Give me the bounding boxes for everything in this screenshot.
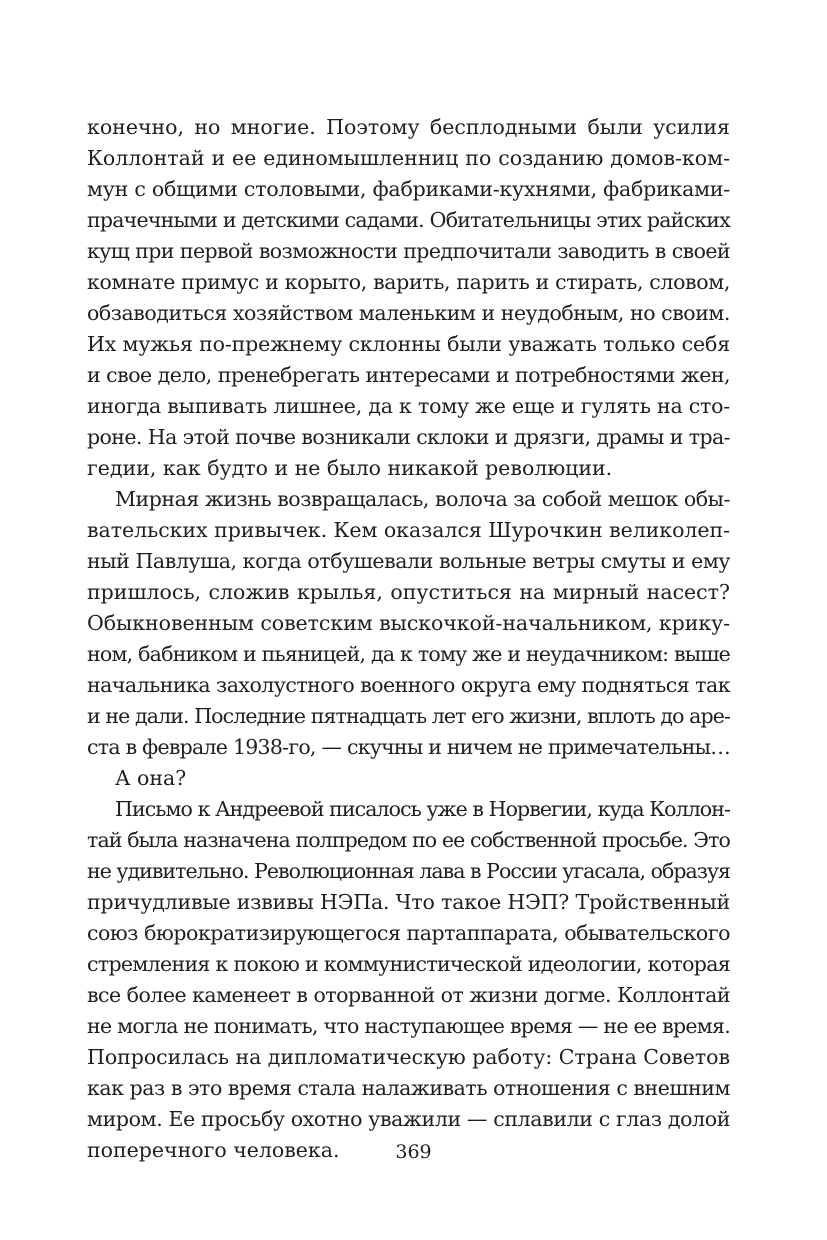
paragraph	[87, 794, 730, 1166]
text-line: роне. На этой почве возникали склоки и дрязги, драмы и тра-	[87, 425, 730, 449]
text-line: как раз в это время стала налаживать отношения с внешним	[87, 1076, 730, 1100]
paragraph	[87, 484, 730, 763]
text-line: союз бюрократизирующегося партаппарата, обывательского	[87, 921, 730, 945]
text-line: вательских привычек. Кем оказался Шурочкин великолеп-	[87, 518, 730, 542]
paragraph	[87, 763, 730, 794]
paragraph	[87, 112, 730, 484]
text-line: начальника захолустного военного округа ему подняться так	[87, 673, 730, 697]
text-line: конечно, но многие. Поэтому бесплодными были усилия	[87, 115, 730, 139]
text-line: не могла не понимать, что наступающее время — не ее время.	[87, 1014, 730, 1038]
text-line: кущ при первой возможности предпочитали заводить в своей	[87, 239, 730, 263]
text-line: тай была назначена полпредом по ее собственной просьбе. Это	[87, 828, 730, 852]
text-line: Мирная жизнь возвращалась, волоча за собой мешок обы-	[115, 487, 730, 511]
text-line: поперечного человека.	[87, 1138, 340, 1162]
text-line: прачечными и детскими садами. Обитательницы этих райских	[87, 208, 730, 232]
text-line: ном, бабником и пьяницей, да к тому же и неудачником: выше	[87, 642, 730, 666]
page-number: 369	[395, 1141, 432, 1163]
text-line: иногда выпивать лишнее, да к тому же еще и гулять на сто-	[87, 394, 730, 418]
text-line: и не дали. Последние пятнадцать лет его жизни, вплоть до аре-	[87, 704, 730, 728]
text-line: мун с общими столовыми, фабриками-кухнями, фабриками-	[87, 177, 730, 201]
text-line: комнате примус и корыто, варить, парить и стирать, словом,	[87, 270, 730, 294]
text-line: и свое дело, пренебрегать интересами и потребностями жен,	[87, 363, 730, 387]
text-line: ный Павлуша, когда отбушевали вольные ветры смуты и ему	[87, 549, 730, 573]
text-line: не удивительно. Революционная лава в России угасала, образуя	[87, 859, 730, 883]
text-line: все более каменеет в оторванной от жизни догме. Коллонтай	[87, 983, 730, 1007]
text-line: Попросилась на дипломатическую работу: Страна Советов	[87, 1045, 730, 1069]
body-text	[87, 112, 730, 1166]
text-line: Коллонтай и ее единомышленниц по созданию домов-ком-	[87, 146, 730, 170]
text-line: миром. Ее просьбу охотно уважили — сплавили с глаз долой	[87, 1107, 730, 1131]
text-line: причудливые извивы НЭПа. Что такое НЭП? Тройственный	[87, 890, 730, 914]
text-line: А она?	[115, 766, 187, 790]
text-line: ста в феврале 1938-го, — скучны и ничем не примечательны…	[87, 735, 730, 759]
text-line: Письмо к Андреевой писалось уже в Норвегии, куда Коллон-	[115, 797, 730, 821]
text-line: Обыкновенным советским выскочкой-начальником, крику-	[87, 611, 730, 635]
text-line: Их мужья по-прежнему склонны были уважать только себя	[87, 332, 730, 356]
text-line: обзаводиться хозяйством маленьким и неудобным, но своим.	[87, 301, 730, 325]
text-line: стремления к покою и коммунистической идеологии, которая	[87, 952, 730, 976]
text-line: гедии, как будто и не было никакой революции.	[87, 456, 613, 480]
text-line: пришлось, сложив крылья, опуститься на мирный насест?	[87, 580, 730, 604]
